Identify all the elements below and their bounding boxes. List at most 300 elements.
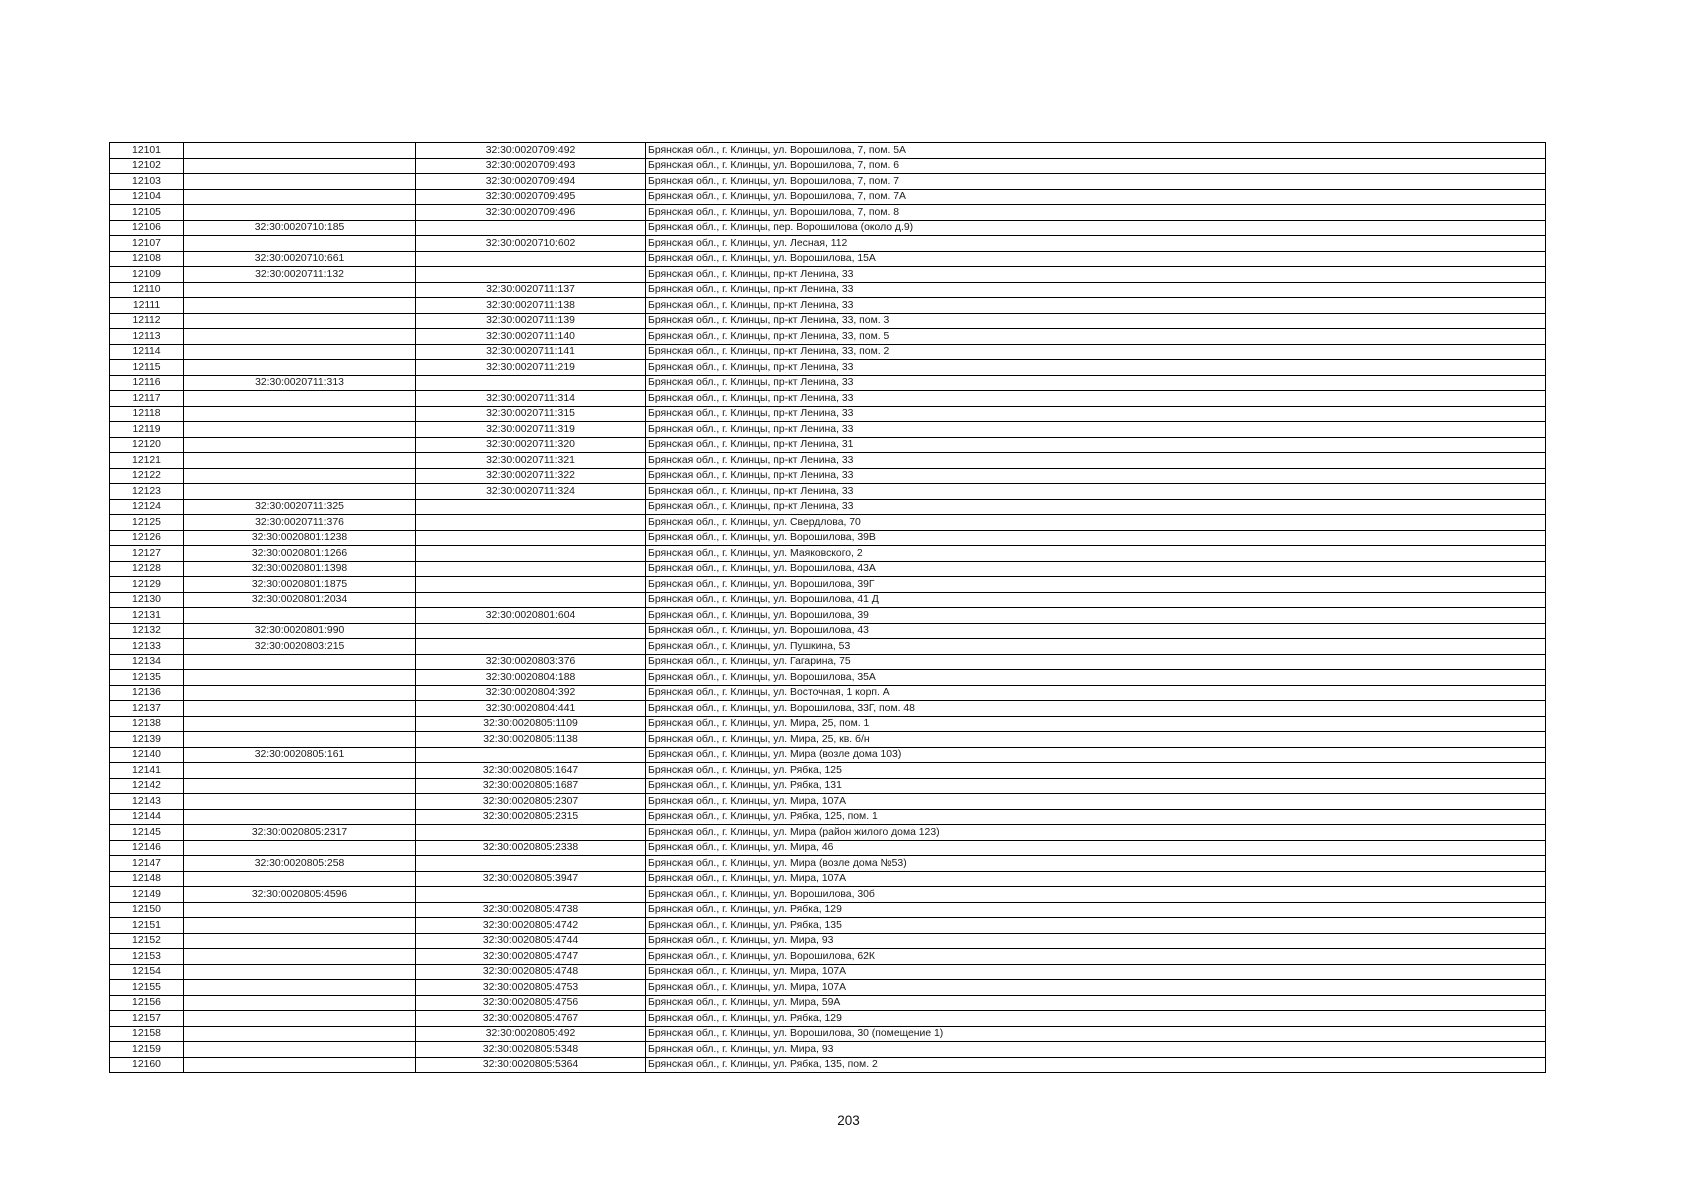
cell-land-cadastral-number: [184, 902, 416, 918]
table-row: [110, 840, 1546, 856]
table-row: [110, 360, 1546, 376]
cell-building-cadastral-number: 32:30:0020711:320: [416, 437, 646, 453]
cell-record-number: 12141: [110, 763, 184, 779]
table-row: [110, 236, 1546, 252]
cell-building-cadastral-number: [416, 592, 646, 608]
cell-building-cadastral-number: [416, 220, 646, 236]
cell-address: Брянская обл., г. Клинцы, ул. Мира, 25, кв. б/н: [646, 732, 1546, 748]
table-row: [110, 267, 1546, 283]
cell-building-cadastral-number: [416, 639, 646, 655]
cell-building-cadastral-number: 32:30:0020711:322: [416, 468, 646, 484]
table-row: [110, 670, 1546, 686]
cell-address: Брянская обл., г. Клинцы, пр-кт Ленина, 33: [646, 391, 1546, 407]
cell-land-cadastral-number: [184, 422, 416, 438]
cell-building-cadastral-number: 32:30:0020805:1138: [416, 732, 646, 748]
cell-record-number: 12101: [110, 143, 184, 159]
table-row: [110, 344, 1546, 360]
cell-record-number: 12148: [110, 871, 184, 887]
cell-building-cadastral-number: [416, 623, 646, 639]
cell-land-cadastral-number: 32:30:0020711:325: [184, 499, 416, 515]
cell-address: Брянская обл., г. Клинцы, ул. Ворошилова, 7, пом. 8: [646, 205, 1546, 221]
cell-record-number: 12109: [110, 267, 184, 283]
table-row: [110, 794, 1546, 810]
table-row: [110, 701, 1546, 717]
table-row: [110, 654, 1546, 670]
table-row: [110, 1042, 1546, 1058]
cell-building-cadastral-number: 32:30:0020805:4767: [416, 1011, 646, 1027]
cell-land-cadastral-number: 32:30:0020803:215: [184, 639, 416, 655]
cell-address: Брянская обл., г. Клинцы, ул. Лесная, 112: [646, 236, 1546, 252]
cell-record-number: 12151: [110, 918, 184, 934]
cell-building-cadastral-number: [416, 887, 646, 903]
cell-address: Брянская обл., г. Клинцы, ул. Ворошилова, 62К: [646, 949, 1546, 965]
table-row: [110, 313, 1546, 329]
table-row: [110, 623, 1546, 639]
cell-address: Брянская обл., г. Клинцы, ул. Ворошилова, 15А: [646, 251, 1546, 267]
page-number: 203: [837, 1113, 860, 1128]
cell-address: Брянская обл., г. Клинцы, ул. Ворошилова, 30 (помещение 1): [646, 1026, 1546, 1042]
table-row: [110, 422, 1546, 438]
cell-record-number: 12108: [110, 251, 184, 267]
cell-address: Брянская обл., г. Клинцы, пр-кт Ленина, 33: [646, 282, 1546, 298]
cell-building-cadastral-number: [416, 856, 646, 872]
cell-address: Брянская обл., г. Клинцы, пр-кт Ленина, 33: [646, 406, 1546, 422]
table-row: [110, 329, 1546, 345]
cell-building-cadastral-number: 32:30:0020805:4756: [416, 995, 646, 1011]
cell-record-number: 12126: [110, 530, 184, 546]
cell-building-cadastral-number: 32:30:0020709:494: [416, 174, 646, 190]
cell-building-cadastral-number: 32:30:0020805:2315: [416, 809, 646, 825]
cell-address: Брянская обл., г. Клинцы, ул. Мира, 25, пом. 1: [646, 716, 1546, 732]
cell-record-number: 12144: [110, 809, 184, 825]
cell-record-number: 12119: [110, 422, 184, 438]
cell-land-cadastral-number: [184, 701, 416, 717]
cell-address: Брянская обл., г. Клинцы, ул. Свердлова, 70: [646, 515, 1546, 531]
cell-record-number: 12105: [110, 205, 184, 221]
table-row: [110, 530, 1546, 546]
cell-address: Брянская обл., г. Клинцы, ул. Мира, 107А: [646, 964, 1546, 980]
cell-building-cadastral-number: 32:30:0020803:376: [416, 654, 646, 670]
cell-building-cadastral-number: 32:30:0020804:392: [416, 685, 646, 701]
cell-building-cadastral-number: 32:30:0020805:2338: [416, 840, 646, 856]
cell-land-cadastral-number: [184, 654, 416, 670]
cell-land-cadastral-number: [184, 1042, 416, 1058]
cell-land-cadastral-number: [184, 406, 416, 422]
cell-land-cadastral-number: [184, 174, 416, 190]
cell-land-cadastral-number: 32:30:0020801:1398: [184, 561, 416, 577]
cell-address: Брянская обл., г. Клинцы, пр-кт Ленина, 33: [646, 360, 1546, 376]
cell-land-cadastral-number: 32:30:0020801:1875: [184, 577, 416, 593]
table-row: [110, 747, 1546, 763]
cell-record-number: 12112: [110, 313, 184, 329]
cell-record-number: 12143: [110, 794, 184, 810]
cell-land-cadastral-number: [184, 918, 416, 934]
cell-address: Брянская обл., г. Клинцы, ул. Гагарина, 75: [646, 654, 1546, 670]
cell-land-cadastral-number: [184, 964, 416, 980]
cell-land-cadastral-number: [184, 391, 416, 407]
cell-land-cadastral-number: [184, 778, 416, 794]
cell-address: Брянская обл., г. Клинцы, ул. Ворошилова, 43А: [646, 561, 1546, 577]
cell-address: Брянская обл., г. Клинцы, ул. Мира, 59А: [646, 995, 1546, 1011]
cell-building-cadastral-number: [416, 267, 646, 283]
cell-land-cadastral-number: [184, 1011, 416, 1027]
cell-record-number: 12150: [110, 902, 184, 918]
cell-record-number: 12152: [110, 933, 184, 949]
cell-land-cadastral-number: [184, 933, 416, 949]
cell-address: Брянская обл., г. Клинцы, пр-кт Ленина, 33: [646, 267, 1546, 283]
table-row: [110, 592, 1546, 608]
table-row: [110, 499, 1546, 515]
cell-address: Брянская обл., г. Клинцы, ул. Ворошилова, 41 Д: [646, 592, 1546, 608]
cell-record-number: 12113: [110, 329, 184, 345]
cell-record-number: 12160: [110, 1057, 184, 1073]
cell-address: Брянская обл., г. Клинцы, пр-кт Ленина, 33: [646, 375, 1546, 391]
cell-record-number: 12146: [110, 840, 184, 856]
cell-address: Брянская обл., г. Клинцы, пр-кт Ленина, 33: [646, 298, 1546, 314]
cell-building-cadastral-number: 32:30:0020805:492: [416, 1026, 646, 1042]
cell-address: Брянская обл., г. Клинцы, ул. Рябка, 129: [646, 1011, 1546, 1027]
property-register-table: [109, 142, 1546, 1073]
cell-land-cadastral-number: 32:30:0020805:258: [184, 856, 416, 872]
table-row: [110, 484, 1546, 500]
cell-land-cadastral-number: [184, 468, 416, 484]
cell-building-cadastral-number: [416, 561, 646, 577]
cell-land-cadastral-number: [184, 158, 416, 174]
table-row: [110, 639, 1546, 655]
table-row: [110, 1057, 1546, 1073]
cell-record-number: 12139: [110, 732, 184, 748]
cell-record-number: 12110: [110, 282, 184, 298]
cell-record-number: 12117: [110, 391, 184, 407]
cell-address: Брянская обл., г. Клинцы, ул. Маяковского, 2: [646, 546, 1546, 562]
table-row: [110, 546, 1546, 562]
cell-building-cadastral-number: 32:30:0020710:602: [416, 236, 646, 252]
table-row: [110, 453, 1546, 469]
cell-land-cadastral-number: [184, 716, 416, 732]
cell-record-number: 12120: [110, 437, 184, 453]
cell-record-number: 12157: [110, 1011, 184, 1027]
cell-land-cadastral-number: [184, 685, 416, 701]
cell-building-cadastral-number: 32:30:0020801:604: [416, 608, 646, 624]
cell-building-cadastral-number: 32:30:0020805:4744: [416, 933, 646, 949]
cell-building-cadastral-number: [416, 515, 646, 531]
cell-record-number: 12127: [110, 546, 184, 562]
cell-land-cadastral-number: [184, 763, 416, 779]
cell-address: Брянская обл., г. Клинцы, ул. Ворошилова, 35А: [646, 670, 1546, 686]
table-row: [110, 251, 1546, 267]
cell-record-number: 12115: [110, 360, 184, 376]
cell-address: Брянская обл., г. Клинцы, ул. Мира (возле дома №53): [646, 856, 1546, 872]
cell-building-cadastral-number: 32:30:0020711:219: [416, 360, 646, 376]
cell-address: Брянская обл., г. Клинцы, ул. Ворошилова, 30б: [646, 887, 1546, 903]
cell-address: Брянская обл., г. Клинцы, пр-кт Ленина, 31: [646, 437, 1546, 453]
table-row: [110, 825, 1546, 841]
table-row: [110, 189, 1546, 205]
cell-land-cadastral-number: [184, 360, 416, 376]
table-row: [110, 902, 1546, 918]
cell-record-number: 12104: [110, 189, 184, 205]
cell-building-cadastral-number: 32:30:0020805:1109: [416, 716, 646, 732]
cell-address: Брянская обл., г. Клинцы, пр-кт Ленина, 33, пом. 3: [646, 313, 1546, 329]
cell-building-cadastral-number: [416, 747, 646, 763]
table-row: [110, 468, 1546, 484]
table-row: [110, 856, 1546, 872]
cell-address: Брянская обл., г. Клинцы, ул. Мира (район жилого дома 123): [646, 825, 1546, 841]
cell-building-cadastral-number: [416, 577, 646, 593]
table-row: [110, 933, 1546, 949]
cell-land-cadastral-number: 32:30:0020805:4596: [184, 887, 416, 903]
cell-address: Брянская обл., г. Клинцы, пер. Ворошилова (около д.9): [646, 220, 1546, 236]
cell-building-cadastral-number: 32:30:0020711:139: [416, 313, 646, 329]
cell-building-cadastral-number: 32:30:0020711:314: [416, 391, 646, 407]
table-row: [110, 778, 1546, 794]
cell-record-number: 12147: [110, 856, 184, 872]
cell-address: Брянская обл., г. Клинцы, пр-кт Ленина, 33: [646, 453, 1546, 469]
cell-record-number: 12140: [110, 747, 184, 763]
cell-address: Брянская обл., г. Клинцы, пр-кт Ленина, 33: [646, 468, 1546, 484]
cell-building-cadastral-number: 32:30:0020709:493: [416, 158, 646, 174]
cell-building-cadastral-number: 32:30:0020711:324: [416, 484, 646, 500]
cell-address: Брянская обл., г. Клинцы, ул. Мира, 93: [646, 933, 1546, 949]
cell-building-cadastral-number: [416, 499, 646, 515]
cell-building-cadastral-number: 32:30:0020805:5348: [416, 1042, 646, 1058]
cell-building-cadastral-number: 32:30:0020804:441: [416, 701, 646, 717]
cell-record-number: 12145: [110, 825, 184, 841]
cell-record-number: 12159: [110, 1042, 184, 1058]
cell-record-number: 12121: [110, 453, 184, 469]
table-row: [110, 220, 1546, 236]
cell-address: Брянская обл., г. Клинцы, ул. Ворошилова, 7, пом. 7А: [646, 189, 1546, 205]
cell-record-number: 12124: [110, 499, 184, 515]
cell-record-number: 12138: [110, 716, 184, 732]
cell-building-cadastral-number: 32:30:0020711:321: [416, 453, 646, 469]
table-row: [110, 298, 1546, 314]
cell-record-number: 12107: [110, 236, 184, 252]
cell-land-cadastral-number: 32:30:0020801:1266: [184, 546, 416, 562]
cell-building-cadastral-number: 32:30:0020805:1647: [416, 763, 646, 779]
cell-address: Брянская обл., г. Клинцы, ул. Восточная, 1 корп. А: [646, 685, 1546, 701]
cell-building-cadastral-number: 32:30:0020711:140: [416, 329, 646, 345]
cell-building-cadastral-number: 32:30:0020709:496: [416, 205, 646, 221]
cell-record-number: 12149: [110, 887, 184, 903]
table-row: [110, 174, 1546, 190]
cell-address: Брянская обл., г. Клинцы, ул. Рябка, 135: [646, 918, 1546, 934]
cell-building-cadastral-number: 32:30:0020805:4748: [416, 964, 646, 980]
cell-record-number: 12153: [110, 949, 184, 965]
table-row: [110, 143, 1546, 159]
cell-record-number: 12142: [110, 778, 184, 794]
cell-land-cadastral-number: [184, 949, 416, 965]
cell-land-cadastral-number: 32:30:0020711:376: [184, 515, 416, 531]
cell-building-cadastral-number: 32:30:0020711:137: [416, 282, 646, 298]
cell-record-number: 12137: [110, 701, 184, 717]
cell-record-number: 12122: [110, 468, 184, 484]
table-row: [110, 887, 1546, 903]
cell-address: Брянская обл., г. Клинцы, ул. Мира, 93: [646, 1042, 1546, 1058]
table-row: [110, 608, 1546, 624]
table-row: [110, 949, 1546, 965]
register-table-body: [110, 143, 1546, 1073]
table-row: [110, 406, 1546, 422]
cell-address: Брянская обл., г. Клинцы, пр-кт Ленина, 33: [646, 422, 1546, 438]
cell-land-cadastral-number: [184, 298, 416, 314]
cell-record-number: 12128: [110, 561, 184, 577]
cell-building-cadastral-number: 32:30:0020711:319: [416, 422, 646, 438]
table-row: [110, 561, 1546, 577]
cell-building-cadastral-number: [416, 530, 646, 546]
cell-record-number: 12125: [110, 515, 184, 531]
table-row: [110, 732, 1546, 748]
cell-building-cadastral-number: 32:30:0020709:492: [416, 143, 646, 159]
cell-address: Брянская обл., г. Клинцы, ул. Ворошилова, 39: [646, 608, 1546, 624]
cell-record-number: 12102: [110, 158, 184, 174]
cell-address: Брянская обл., г. Клинцы, ул. Ворошилова, 7, пом. 5А: [646, 143, 1546, 159]
cell-address: Брянская обл., г. Клинцы, ул. Рябка, 125: [646, 763, 1546, 779]
cell-record-number: 12136: [110, 685, 184, 701]
cell-land-cadastral-number: 32:30:0020711:313: [184, 375, 416, 391]
cell-address: Брянская обл., г. Клинцы, пр-кт Ленина, 33, пом. 2: [646, 344, 1546, 360]
cell-address: Брянская обл., г. Клинцы, ул. Рябка, 135, пом. 2: [646, 1057, 1546, 1073]
cell-building-cadastral-number: [416, 375, 646, 391]
table-row: [110, 205, 1546, 221]
cell-record-number: 12123: [110, 484, 184, 500]
cell-building-cadastral-number: 32:30:0020805:2307: [416, 794, 646, 810]
cell-address: Брянская обл., г. Клинцы, ул. Мира, 107А: [646, 871, 1546, 887]
cell-land-cadastral-number: [184, 840, 416, 856]
cell-building-cadastral-number: 32:30:0020805:3947: [416, 871, 646, 887]
table-row: [110, 763, 1546, 779]
cell-address: Брянская обл., г. Клинцы, ул. Ворошилова, 39В: [646, 530, 1546, 546]
cell-record-number: 12129: [110, 577, 184, 593]
cell-building-cadastral-number: 32:30:0020805:4753: [416, 980, 646, 996]
table-row: [110, 918, 1546, 934]
cell-address: Брянская обл., г. Клинцы, ул. Пушкина, 53: [646, 639, 1546, 655]
cell-address: Брянская обл., г. Клинцы, ул. Мира, 107А: [646, 980, 1546, 996]
cell-building-cadastral-number: 32:30:0020805:4747: [416, 949, 646, 965]
cell-record-number: 12158: [110, 1026, 184, 1042]
cell-address: Брянская обл., г. Клинцы, ул. Ворошилова, 33Г, пом. 48: [646, 701, 1546, 717]
cell-record-number: 12106: [110, 220, 184, 236]
cell-land-cadastral-number: [184, 189, 416, 205]
cell-address: Брянская обл., г. Клинцы, ул. Рябка, 131: [646, 778, 1546, 794]
cell-land-cadastral-number: [184, 995, 416, 1011]
table-row: [110, 515, 1546, 531]
cell-record-number: 12134: [110, 654, 184, 670]
cell-land-cadastral-number: [184, 809, 416, 825]
cell-record-number: 12118: [110, 406, 184, 422]
cell-land-cadastral-number: [184, 670, 416, 686]
cell-record-number: 12133: [110, 639, 184, 655]
cell-land-cadastral-number: 32:30:0020801:2034: [184, 592, 416, 608]
cell-land-cadastral-number: 32:30:0020711:132: [184, 267, 416, 283]
cell-record-number: 12135: [110, 670, 184, 686]
cell-building-cadastral-number: [416, 825, 646, 841]
cell-building-cadastral-number: 32:30:0020805:1687: [416, 778, 646, 794]
cell-building-cadastral-number: 32:30:0020711:138: [416, 298, 646, 314]
cell-land-cadastral-number: [184, 871, 416, 887]
cell-record-number: 12132: [110, 623, 184, 639]
cell-building-cadastral-number: 32:30:0020709:495: [416, 189, 646, 205]
cell-land-cadastral-number: [184, 484, 416, 500]
cell-building-cadastral-number: 32:30:0020805:4742: [416, 918, 646, 934]
cell-land-cadastral-number: 32:30:0020801:1238: [184, 530, 416, 546]
cell-building-cadastral-number: [416, 546, 646, 562]
cell-address: Брянская обл., г. Клинцы, ул. Мира, 46: [646, 840, 1546, 856]
cell-land-cadastral-number: [184, 329, 416, 345]
cell-land-cadastral-number: 32:30:0020801:990: [184, 623, 416, 639]
cell-record-number: 12103: [110, 174, 184, 190]
cell-building-cadastral-number: 32:30:0020805:4738: [416, 902, 646, 918]
cell-land-cadastral-number: 32:30:0020710:185: [184, 220, 416, 236]
cell-land-cadastral-number: 32:30:0020805:161: [184, 747, 416, 763]
table-row: [110, 964, 1546, 980]
table-row: [110, 1026, 1546, 1042]
cell-record-number: 12155: [110, 980, 184, 996]
table-row: [110, 980, 1546, 996]
cell-land-cadastral-number: [184, 1057, 416, 1073]
cell-land-cadastral-number: [184, 236, 416, 252]
cell-address: Брянская обл., г. Клинцы, ул. Мира (возле дома 103): [646, 747, 1546, 763]
table-row: [110, 809, 1546, 825]
cell-record-number: 12111: [110, 298, 184, 314]
table-row: [110, 685, 1546, 701]
cell-address: Брянская обл., г. Клинцы, пр-кт Ленина, 33: [646, 499, 1546, 515]
cell-land-cadastral-number: 32:30:0020710:661: [184, 251, 416, 267]
cell-land-cadastral-number: [184, 143, 416, 159]
cell-address: Брянская обл., г. Клинцы, ул. Мира, 107А: [646, 794, 1546, 810]
cell-address: Брянская обл., г. Клинцы, пр-кт Ленина, 33, пом. 5: [646, 329, 1546, 345]
table-row: [110, 437, 1546, 453]
table-row: [110, 577, 1546, 593]
cell-land-cadastral-number: [184, 205, 416, 221]
cell-land-cadastral-number: [184, 980, 416, 996]
cell-record-number: 12114: [110, 344, 184, 360]
table-row: [110, 282, 1546, 298]
cell-land-cadastral-number: [184, 732, 416, 748]
table-row: [110, 391, 1546, 407]
cell-land-cadastral-number: 32:30:0020805:2317: [184, 825, 416, 841]
cell-land-cadastral-number: [184, 453, 416, 469]
cell-record-number: 12130: [110, 592, 184, 608]
cell-address: Брянская обл., г. Клинцы, ул. Ворошилова, 39Г: [646, 577, 1546, 593]
table-row: [110, 158, 1546, 174]
cell-record-number: 12154: [110, 964, 184, 980]
cell-building-cadastral-number: 32:30:0020711:315: [416, 406, 646, 422]
cell-address: Брянская обл., г. Клинцы, пр-кт Ленина, 33: [646, 484, 1546, 500]
cell-address: Брянская обл., г. Клинцы, ул. Ворошилова, 43: [646, 623, 1546, 639]
cell-building-cadastral-number: 32:30:0020711:141: [416, 344, 646, 360]
cell-building-cadastral-number: [416, 251, 646, 267]
cell-land-cadastral-number: [184, 344, 416, 360]
cell-land-cadastral-number: [184, 282, 416, 298]
cell-land-cadastral-number: [184, 794, 416, 810]
table-row: [110, 1011, 1546, 1027]
table-row: [110, 995, 1546, 1011]
cell-building-cadastral-number: 32:30:0020804:188: [416, 670, 646, 686]
table-row: [110, 716, 1546, 732]
cell-address: Брянская обл., г. Клинцы, ул. Ворошилова, 7, пом. 6: [646, 158, 1546, 174]
cell-land-cadastral-number: [184, 313, 416, 329]
cell-record-number: 12116: [110, 375, 184, 391]
cell-address: Брянская обл., г. Клинцы, ул. Рябка, 125, пом. 1: [646, 809, 1546, 825]
table-row: [110, 375, 1546, 391]
cell-land-cadastral-number: [184, 608, 416, 624]
cell-land-cadastral-number: [184, 1026, 416, 1042]
table-row: [110, 871, 1546, 887]
cell-building-cadastral-number: 32:30:0020805:5364: [416, 1057, 646, 1073]
cell-record-number: 12131: [110, 608, 184, 624]
cell-record-number: 12156: [110, 995, 184, 1011]
